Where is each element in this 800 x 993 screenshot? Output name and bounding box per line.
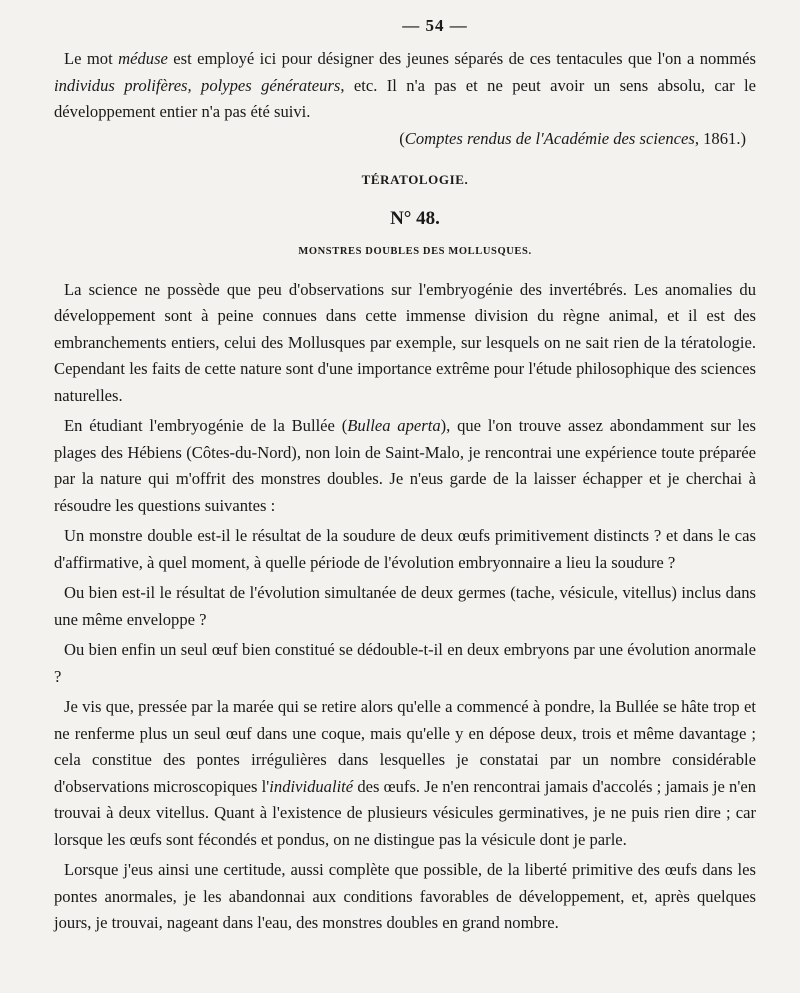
paragraph-7: Lorsque j'eus ainsi une certitude, aussi complète que possible, de la liberté primitive des œufs dans les pontes anormales, je les abandonnai aux conditions favorables de développement, et, après quelques jours, je trouvai, nageant dans l'eau, des monstres doubles en grand nombre. xyxy=(54,860,756,932)
italic-term: individualité xyxy=(269,776,354,796)
paragraph-4: Ou bien est-il le résultat de l'évolution simultanée de deux germes (tache, vésicule, vitellus) inclus dans une même enveloppe ? xyxy=(54,583,756,629)
intro-text: , etc. Il n'a pas et ne peut avoir un sens absolu, car le développement entier n'a pas été suivi. xyxy=(54,75,756,121)
paragraph-text: des œufs. Je n'en rencontrai jamais d'accolés ; jamais je n'en trouvai à deux vitellus. Quant à l'existence de plusieurs vésicules germinatives, je ne puis rien dire ; car lorsque les œufs sont fécondés et pondus, on ne distingue pas la vésicule dont je parle. xyxy=(54,776,756,849)
article-body xyxy=(54,277,756,937)
intro-italic-term: méduse xyxy=(118,49,168,68)
citation: (Comptes rendus de l'Académie des sciences, 1861.) xyxy=(399,128,746,148)
article-title: MONSTRES DOUBLES DES MOLLUSQUES. xyxy=(298,245,532,257)
paragraph-5: Ou bien enfin un seul œuf bien constitué se dédouble-t-il en deux embryons par une évolution anormale ? xyxy=(54,640,756,686)
paragraph-1: La science ne possède que peu d'observations sur l'embryogénie des invertébrés. Les anomalies du développement sont à peine connues dans cette immense division du règne animal, et il est des embranchements entiers, celui des Mollusques par exemple, sur lesquels on ne sait rien de la tératologie. Cependant les faits de cette nature sont d'une importance extrême pour l'étude philosophique des sciences naturelles. xyxy=(54,279,756,405)
article-number: N° 48. xyxy=(390,207,440,229)
section-title: TÉRATOLOGIE. xyxy=(361,171,469,187)
citation-source: Comptes rendus de l'Académie des sciences xyxy=(404,128,695,148)
page-number: — 54 — xyxy=(402,16,468,35)
intro-text: est employé ici pour désigner des jeunes séparés de ces tentacules que l'on a nommés xyxy=(167,49,756,68)
intro-paragraph xyxy=(54,46,756,126)
intro-text: Le mot xyxy=(64,49,119,68)
intro-italic-terms: individus prolifères, polypes générateurs xyxy=(54,75,341,95)
citation-year: , 1861. xyxy=(694,128,741,148)
paragraph-text: En étudiant l'embryogénie de la Bullée ( xyxy=(64,416,348,435)
paragraph-2 xyxy=(54,413,756,519)
species-name: Bullea aperta xyxy=(347,416,441,435)
paragraph-3: Un monstre double est-il le résultat de la soudure de deux œufs primitivement distincts ? et dans le cas d'affirmative, à quel moment, à quelle période de l'évolution embryonnaire a lieu la soudure ? xyxy=(54,526,756,572)
paragraph-text: Je vis que, pressée par la marée qui se retire alors qu'elle a commencé à pondre, la Bullée se hâte trop et ne renferme plus un seul œuf dans une coque, mais qu'elle y en dépose deux, trois et même davantage ; cela constitue des pontes irrégulières dans lesquelles je constatai par un nombre considérable d'observations microscopiques l' xyxy=(54,697,756,796)
paragraph-6 xyxy=(54,694,756,853)
paragraph-text: ), que l'on trouve assez abondamment sur les plages des Hébiens (Côtes-du-Nord), non loin de Saint-Malo, je rencontrai une expérience toute préparée par la nature qui m'offrit des monstres doubles. Je n'eus garde de la laisser échapper et je cherchai à résoudre les questions suivantes : xyxy=(54,416,756,515)
